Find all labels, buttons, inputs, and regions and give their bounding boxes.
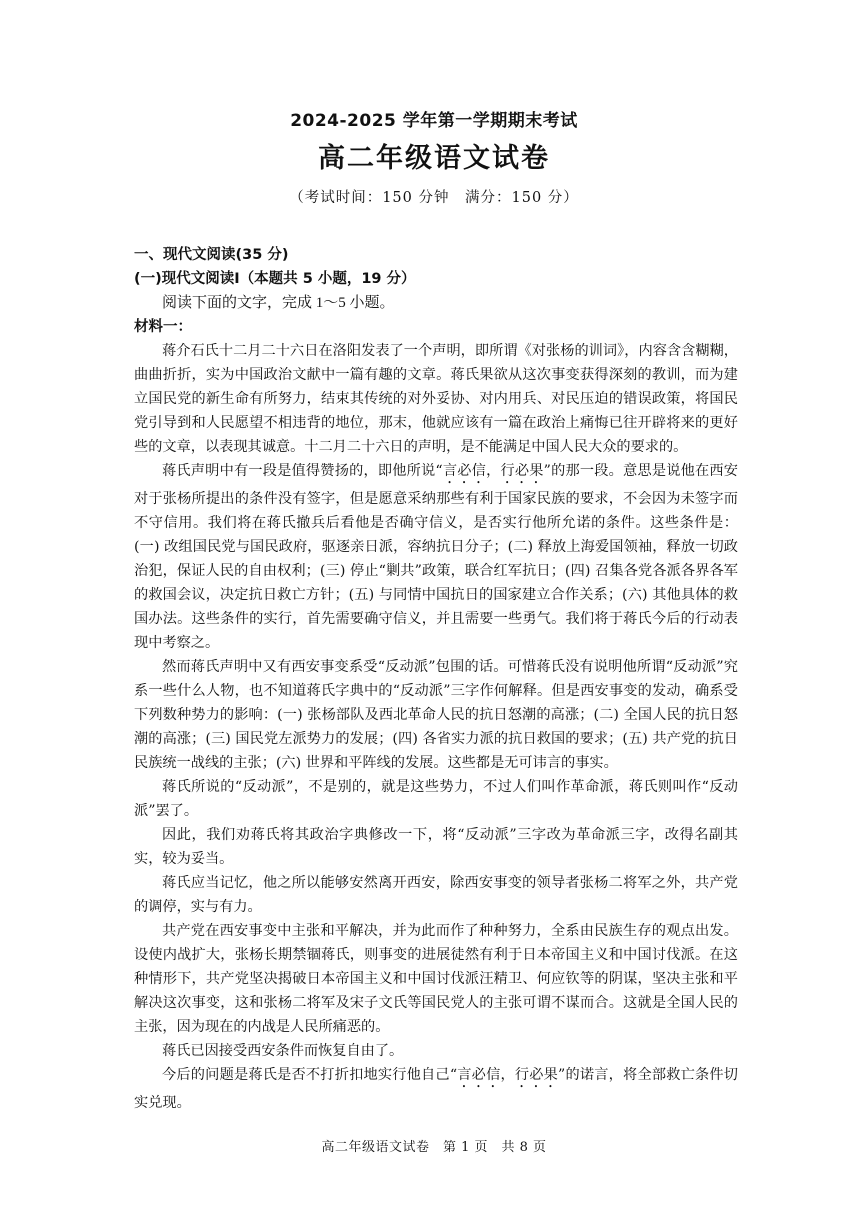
exam-year-term: 2024-2025 学年第一学期期末考试 xyxy=(290,111,578,131)
material-label: 材料一： xyxy=(134,319,192,335)
paragraph-6: 蒋氏应当记忆，他之所以能够安然离开西安，除西安事变的领导者张杨二将军之外，共产党的调停，实与有力。 xyxy=(134,875,738,915)
exam-title: 高二年级语文试卷 xyxy=(318,143,550,174)
section-heading: 一、现代文阅读(35 分) xyxy=(134,247,289,263)
page-footer: 高二年级语文试卷 第 1 页 共 8 页 xyxy=(321,1140,547,1155)
paragraph-4: 蒋氏所说的“反动派”，不是别的，就是这些势力，不过人们叫作革命派，蒋氏则叫作“反动派”罢了。 xyxy=(134,779,738,819)
paragraph-7: 共产党在西安事变中主张和平解决，并为此而作了种种努力，全系由民族生存的观点出发。设使内战扩大，张杨长期禁锢蒋氏，则事变的进展徒然有利于日本帝国主义和中国讨伐派。在这种情形下，共产党坚决揭破日本帝国主义和中国讨伐派汪精卫、何应钦等的阴谋，坚决主张和平解决这次事变，这和张杨二将军及宋子文氏等国民党人的主张可谓不谋而合。这就是全国人民的主张，因为现在的内战是人民所痛恶的。 xyxy=(134,923,738,1035)
reading-instruction: 阅读下面的文字，完成 1～5 小题。 xyxy=(162,295,395,311)
sub-section-heading: (一)现代文阅读Ⅰ（本题共 5 小题，19 分） xyxy=(134,271,416,287)
paragraph-9 xyxy=(134,1063,738,1115)
emphasized-quote: 言必信，行必果 xyxy=(442,463,544,479)
emphasized-quote: 言必信，行必果 xyxy=(457,1067,559,1083)
paragraph-2-part-a: 蒋氏声明中有一段是值得赞扬的，即他所说“ xyxy=(162,463,443,479)
paragraph-2-part-b: ”的那一段。意思是说他在西安对于张杨所提出的条件没有签字，但是愿意采纳那些有利于国家民族的要求，不会因为未签字而不守信用。我们将在蒋氏撤兵后看他是否确守信义，是否实行他所允诺的条件。这些条件是：(一) 改组国民党与国民政府，驱逐亲日派，容纳抗日分子；(二) 释放上海爱国领袖，释放一切政治犯，保证人民的自由权利；(三) 停止“剿共”政策，联合红军抗日；(四) 召集各党各派各界各军的救国会议，决定抗日救亡方针；(五) 与同情中国抗日的国家建立合作关系；(六) 其他具体的救国办法。这些条件的实行，首先需要确守信义，并且需要一些勇气。我们将于蒋氏今后的行动表现中考察之。 xyxy=(134,463,738,651)
paragraph-9-part-b: ”的诺言，将全部救亡条件切实兑现。 xyxy=(134,1067,738,1111)
paragraph-8: 蒋氏已因接受西安条件而恢复自由了。 xyxy=(162,1043,404,1059)
paragraph-2 xyxy=(134,459,738,655)
paragraph-9-part-a: 今后的问题是蒋氏是否不打折扣地实行他自己“ xyxy=(162,1067,458,1083)
paragraph-1: 蒋介石氏十二月二十六日在洛阳发表了一个声明，即所谓《对张杨的训词》，内容含含糊糊，曲曲折折，实为中国政治文献中一篇有趣的文章。蒋氏果欲从这次事变获得深刻的教训，而为建立国民党的新生命有所努力，结束其传统的对外妥协、对内用兵、对民压迫的错误政策，将国民党引导到和人民愿望不相违背的地位，那末，他就应该有一篇在政治上痛悔已往开辟将来的更好些的文章，以表现其诚意。十二月二十六日的声明，是不能满足中国人民大众的要求的。 xyxy=(134,343,738,455)
exam-content xyxy=(134,243,738,1115)
exam-meta: （考试时间：150 分钟 满分：150 分） xyxy=(289,190,579,206)
paragraph-3: 然而蒋氏声明中又有西安事变系受“反动派”包围的话。可惜蒋氏没有说明他所谓“反动派”究系一些什么人物，也不知道蒋氏字典中的“反动派”三字作何解释。但是西安事变的发动，确系受下列数种势力的影响：(一) 张杨部队及西北革命人民的抗日怒潮的高涨；(二) 全国人民的抗日怒潮的高涨；(三) 国民党左派势力的发展；(四) 各省实力派的抗日救国的要求；(五) 共产党的抗日民族统一战线的主张；(六) 世界和平阵线的发展。这些都是无可讳言的事实。 xyxy=(134,659,738,771)
paragraph-5: 因此，我们劝蒋氏将其政治字典修改一下，将“反动派”三字改为革命派三字，改得名副其实，较为妥当。 xyxy=(134,827,738,867)
